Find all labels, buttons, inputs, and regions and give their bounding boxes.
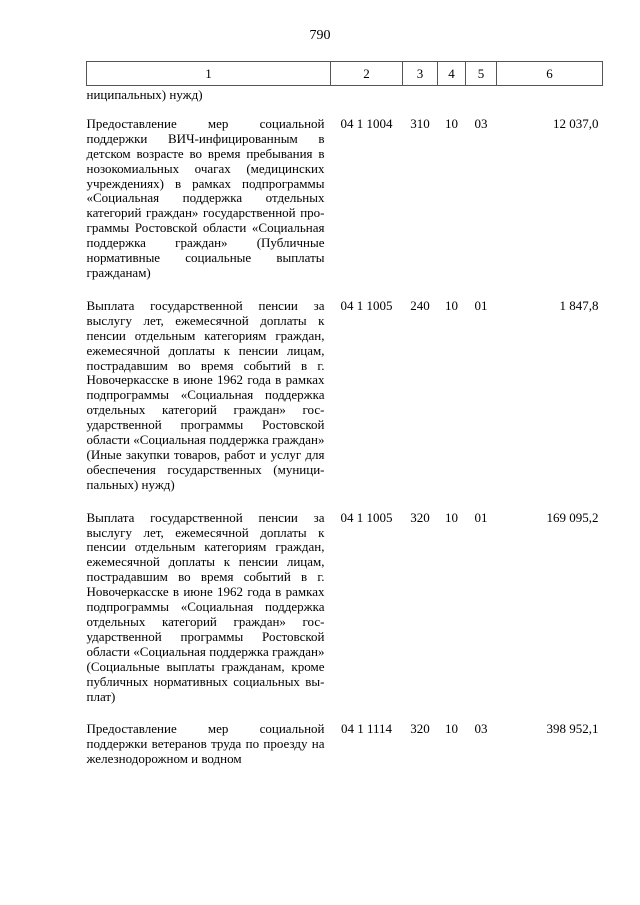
table-row bbox=[87, 499, 603, 711]
row-vr: 320 bbox=[410, 509, 430, 525]
header-col-1: 1 bbox=[87, 62, 331, 86]
continuation-row bbox=[87, 86, 603, 105]
table-row bbox=[87, 105, 603, 287]
row-rz: 10 bbox=[445, 297, 458, 313]
table-row bbox=[87, 710, 603, 773]
header-col-5: 5 bbox=[466, 62, 497, 86]
row-amount: 398 952,1 bbox=[546, 721, 599, 737]
row-vr: 310 bbox=[410, 115, 430, 131]
table-row bbox=[87, 287, 603, 499]
row-rz: 10 bbox=[445, 509, 458, 525]
row-vr: 240 bbox=[410, 297, 430, 313]
row-pr: 01 bbox=[474, 297, 488, 313]
budget-table bbox=[86, 61, 603, 773]
row-code: 04 1 1005 bbox=[340, 509, 393, 525]
row-amount: 169 095,2 bbox=[546, 509, 599, 525]
row-description: Предоставление мер социальной поддержки ВИЧ-инфицированным в детском возрасте во время пребывания в нозокомиальных очагах (медицинских учреждениях) в рамках подпрограммы «Социальная поддержка отдельных категорий граждан» государственной программы Ростовской области «Социальная поддержка граждан» (Публичные нормативные социальные выплаты гражданам) bbox=[86, 115, 325, 280]
header-col-6: 6 bbox=[497, 62, 603, 86]
row-code: 04 1 1004 bbox=[340, 115, 393, 131]
row-code: 04 1 1005 bbox=[340, 297, 393, 313]
header-row bbox=[87, 62, 603, 86]
row-amount: 1 847,8 bbox=[559, 297, 599, 313]
row-rz: 10 bbox=[445, 115, 458, 131]
row-amount: 12 037,0 bbox=[553, 115, 599, 131]
row-description: Выплата государственной пенсии за выслугу лет, ежемесячной доплаты к пенсии отдельным категориям граждан, ежемесячной доплаты к пенсии лицам, пострадавшим во время событий в г. Новочеркасске в июне 1962 года в рамках подпрограммы «Социальная поддержка отдельных категорий граждан» государственной программы Ростовской области «Социальная поддержка граждан» (Иные закупки товаров, работ и услуг для обеспечения государственных (муниципальных) нужд) bbox=[86, 297, 325, 492]
header-col-2: 2 bbox=[331, 62, 403, 86]
row-pr: 01 bbox=[474, 509, 488, 525]
row-pr: 03 bbox=[474, 115, 488, 131]
row-code: 04 1 1114 bbox=[340, 721, 393, 737]
row-rz: 10 bbox=[445, 721, 458, 737]
row-vr: 320 bbox=[410, 721, 430, 737]
row-description: Предоставление мер социальной поддержки ветеранов труда по проезду на железнодорожном и водном bbox=[86, 721, 325, 767]
page-number: 790 bbox=[309, 28, 331, 43]
header-col-4: 4 bbox=[438, 62, 466, 86]
continuation-text: ниципальных) нужд) bbox=[86, 87, 203, 102]
row-description: Выплата государственной пенсии за выслугу лет, ежемесячной доплаты к пенсии отдельным категориям граждан, ежемесячной доплаты к пенсии лицам, пострадавшим во время событий в г. Новочеркасске в июне 1962 года в рамках подпрограммы «Социальная поддержка отдельных категорий граждан» государственной программы Ростовской области «Социальная поддержка граждан» (Социальные выплаты гражданам, кроме публичных нормативных социальных выплат) bbox=[86, 509, 325, 704]
row-pr: 03 bbox=[474, 721, 488, 737]
header-col-3: 3 bbox=[403, 62, 438, 86]
